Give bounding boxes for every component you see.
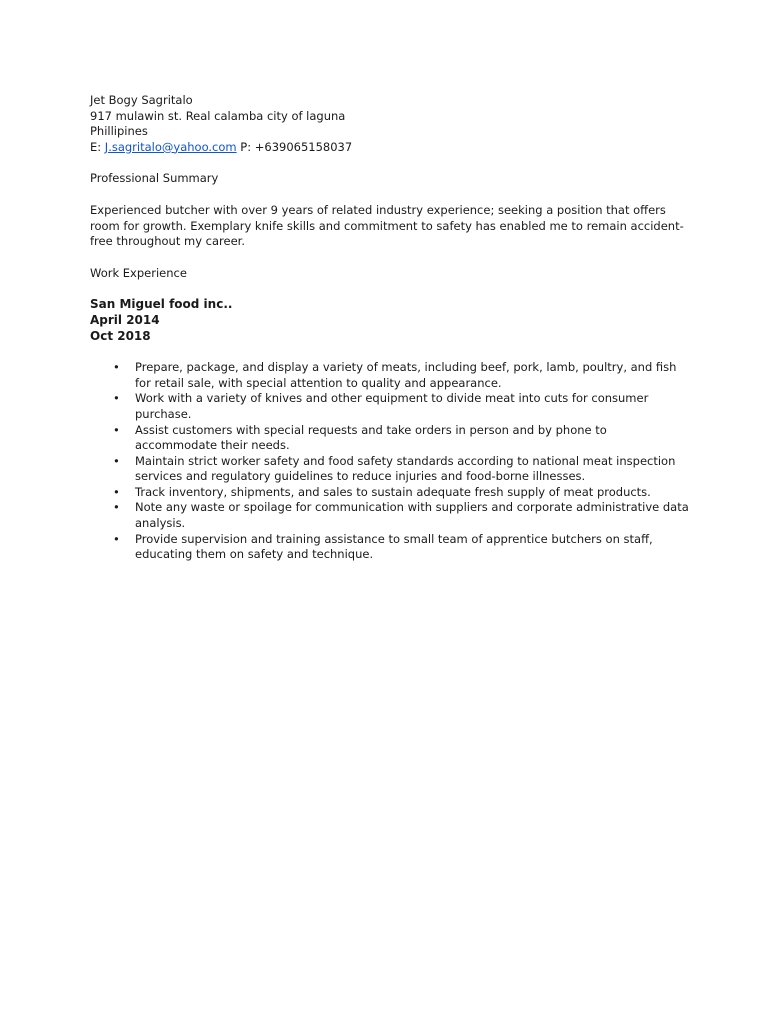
bullet-icon: •	[113, 360, 120, 375]
country: Phillipines	[90, 124, 148, 139]
contact-block	[90, 93, 690, 155]
job-end-date: Oct 2018	[90, 328, 151, 343]
duty-text: Prepare, package, and display a variety of meats, including beef, pork, lamb, poultry, and fish for retail sale, with special attention to quality and appearance.	[135, 360, 677, 390]
spacer	[90, 281, 690, 297]
duty-text: Maintain strict worker safety and food safety standards according to national meat inspection services and regulatory guidelines to reduce injuries and food-borne illnesses.	[135, 453, 676, 484]
bullet-icon: •	[113, 422, 120, 437]
email-label: E:	[90, 139, 105, 154]
list-item	[90, 423, 690, 454]
bullet-icon: •	[113, 484, 120, 499]
resume-document	[90, 93, 690, 563]
duty-text: Track inventory, shipments, and sales to sustain adequate fresh supply of meat products.	[135, 484, 651, 499]
bullet-icon: •	[113, 391, 120, 406]
list-item	[90, 360, 690, 391]
duty-text: Provide supervision and training assistance to small team of apprentice butchers on staff, educating them on safety and technique.	[135, 531, 653, 562]
list-item	[90, 454, 690, 485]
summary-heading: Professional Summary	[90, 171, 219, 186]
spacer	[90, 344, 690, 360]
job-start-date: April 2014	[90, 312, 160, 327]
applicant-name: Jet Bogy Sagritalo	[90, 93, 193, 107]
duty-text: Assist customers with special requests and take orders in person and by phone to accommodate their needs.	[135, 422, 607, 453]
employer-name: San Miguel food inc..	[90, 297, 233, 312]
summary-text: Experienced butcher with over 9 years of related industry experience; seeking a position that offers room for growth. Exemplary knife skills and commitment to safety has enabled me to remain accident-free throughout my career.	[90, 202, 684, 249]
street-address: 917 mulawin st. Real calamba city of laguna	[90, 108, 346, 123]
bullet-icon: •	[113, 500, 120, 515]
list-item	[90, 485, 690, 501]
experience-heading: Work Experience	[90, 265, 187, 280]
list-item	[90, 391, 690, 422]
email-link[interactable]: J.sagritalo@yahoo.com	[104, 139, 237, 154]
phone-label: P:	[236, 139, 255, 154]
list-item	[90, 532, 690, 563]
spacer	[90, 250, 690, 266]
bullet-icon: •	[113, 531, 120, 546]
list-item	[90, 500, 690, 531]
contact-line	[90, 140, 690, 156]
phone-number: +639065158037	[254, 139, 353, 154]
spacer	[90, 155, 690, 171]
spacer	[90, 187, 690, 203]
job-entry	[90, 297, 690, 344]
duty-text: Note any waste or spoilage for communication with suppliers and corporate administrative data analysis.	[135, 500, 689, 531]
bullet-icon: •	[113, 453, 120, 468]
duties-list	[90, 360, 690, 563]
duty-text: Work with a variety of knives and other equipment to divide meat into cuts for consumer purchase.	[135, 391, 649, 421]
